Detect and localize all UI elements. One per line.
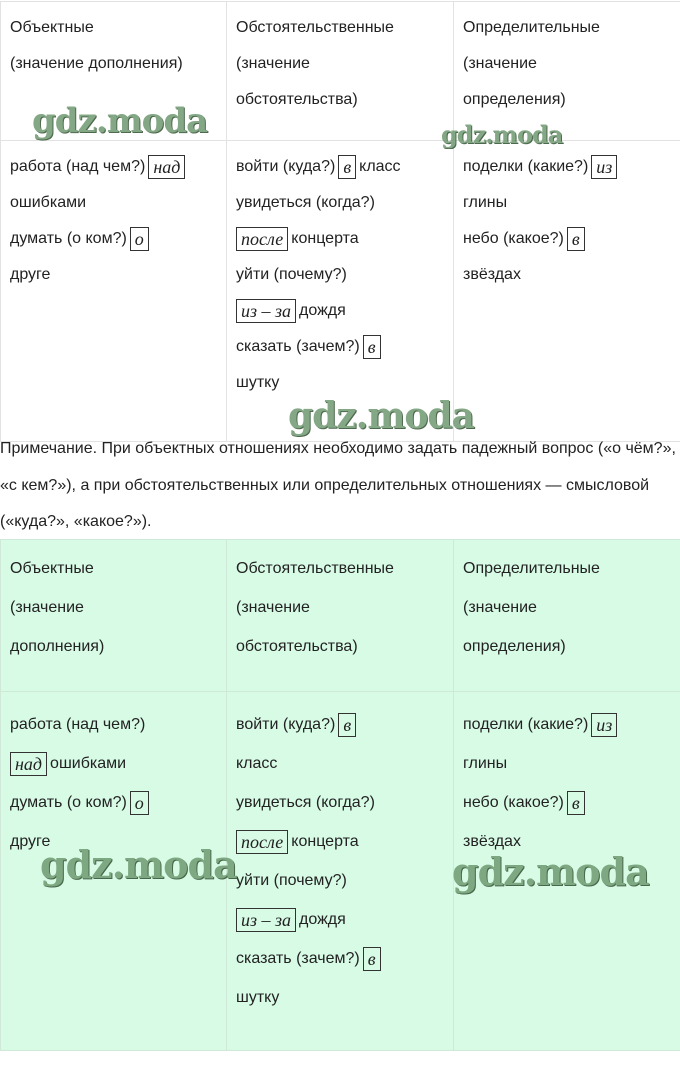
watermark-logo: gdz.moda — [288, 395, 474, 437]
header-subtitle: (значение дополнения) — [10, 55, 183, 72]
phrase-text: сказать (зачем?) — [236, 950, 360, 967]
watermark-logo: gdz.moda — [32, 101, 208, 141]
phrase-text: работа (над чем?) — [10, 716, 146, 733]
phrase-text: ошибками — [50, 755, 127, 772]
phrase-text: небо (какое?) — [463, 230, 564, 247]
preposition-box: из — [591, 155, 617, 179]
phrases-table-bottom — [0, 539, 680, 1051]
header-subtitle-line2: обстоятельства) — [236, 91, 358, 108]
header-title: Обстоятельственные — [236, 560, 394, 577]
phrases-table-top — [0, 1, 680, 442]
objective-examples — [1, 141, 227, 442]
note-paragraph: Примечание. При объектных отношениях необходимо задать падежный вопрос («о чём?», «с кем?»), а при обстоятельственных или определительных отношениях — смысловой («куда?», «какое?»). — [0, 440, 676, 530]
phrase-text: звёздах — [463, 266, 521, 283]
phrase-text: увидеться (когда?) — [236, 794, 375, 811]
header-title: Определительные — [463, 19, 600, 36]
phrase-text: войти (куда?) — [236, 158, 336, 175]
preposition-box: из – за — [236, 299, 296, 323]
preposition-box: в — [567, 227, 585, 251]
preposition-box: из – за — [236, 908, 296, 932]
watermark-logo: gdz.moda — [40, 842, 237, 887]
phrase-text: войти (куда?) — [236, 716, 336, 733]
header-title: Обстоятельственные — [236, 19, 394, 36]
header-cell-objective — [1, 540, 227, 692]
phrase-text: концерта — [291, 230, 359, 247]
preposition-box: о — [130, 791, 149, 815]
table-header-row — [1, 540, 680, 692]
circumstantial-examples — [227, 692, 454, 1051]
phrase-text: шутку — [236, 989, 280, 1006]
header-title: Объектные — [10, 19, 94, 36]
phrase-text: увидеться (когда?) — [236, 194, 375, 211]
phrase-text: поделки (какие?) — [463, 158, 589, 175]
header-subtitle-line1: (значение — [236, 599, 310, 616]
preposition-box: в — [363, 947, 381, 971]
phrase-text: друге — [10, 833, 51, 850]
header-subtitle-line2: обстоятельства) — [236, 638, 358, 655]
phrase-text: концерта — [291, 833, 359, 850]
preposition-box: в — [338, 713, 356, 737]
phrase-text: дождя — [299, 911, 346, 928]
phrase-text: думать (о ком?) — [10, 794, 127, 811]
header-subtitle-line1: (значение — [10, 599, 84, 616]
phrase-text: класс — [359, 158, 401, 175]
phrase-text: класс — [236, 755, 278, 772]
phrase-text: сказать (зачем?) — [236, 338, 360, 355]
phrase-text: глины — [463, 755, 508, 772]
header-subtitle-line2: определения) — [463, 638, 566, 655]
phrase-text: думать (о ком?) — [10, 230, 127, 247]
phrase-text: уйти (почему?) — [236, 266, 347, 283]
header-subtitle-line2: определения) — [463, 91, 566, 108]
header-subtitle-line1: (значение — [463, 599, 537, 616]
phrase-text: друге — [10, 266, 51, 283]
preposition-box: над — [10, 752, 47, 776]
header-subtitle-line2: дополнения) — [10, 638, 105, 655]
phrase-text: поделки (какие?) — [463, 716, 589, 733]
header-cell-circumstantial — [227, 540, 454, 692]
preposition-box: после — [236, 830, 288, 854]
preposition-box: в — [338, 155, 356, 179]
phrase-text: небо (какое?) — [463, 794, 564, 811]
phrase-text: глины — [463, 194, 508, 211]
header-title: Определительные — [463, 560, 600, 577]
header-subtitle-line1: (значение — [236, 55, 310, 72]
phrase-text: звёздах — [463, 833, 521, 850]
phrase-text: работа (над чем?) — [10, 158, 146, 175]
phrase-text: уйти (почему?) — [236, 872, 347, 889]
watermark-logo: gdz.moda — [452, 849, 649, 894]
header-cell-circumstantial — [227, 2, 454, 141]
preposition-box: после — [236, 227, 288, 251]
header-title: Объектные — [10, 560, 94, 577]
header-cell-attributive — [454, 540, 680, 692]
phrase-text: шутку — [236, 374, 280, 391]
phrase-text: дождя — [299, 302, 346, 319]
phrase-text: ошибками — [10, 194, 87, 211]
attributive-examples — [454, 141, 680, 442]
preposition-box: над — [148, 155, 185, 179]
preposition-box: из — [591, 713, 617, 737]
preposition-box: в — [363, 335, 381, 359]
preposition-box: о — [130, 227, 149, 251]
header-subtitle-line1: (значение — [463, 55, 537, 72]
preposition-box: в — [567, 791, 585, 815]
watermark-logo: gdz.moda — [441, 120, 563, 149]
